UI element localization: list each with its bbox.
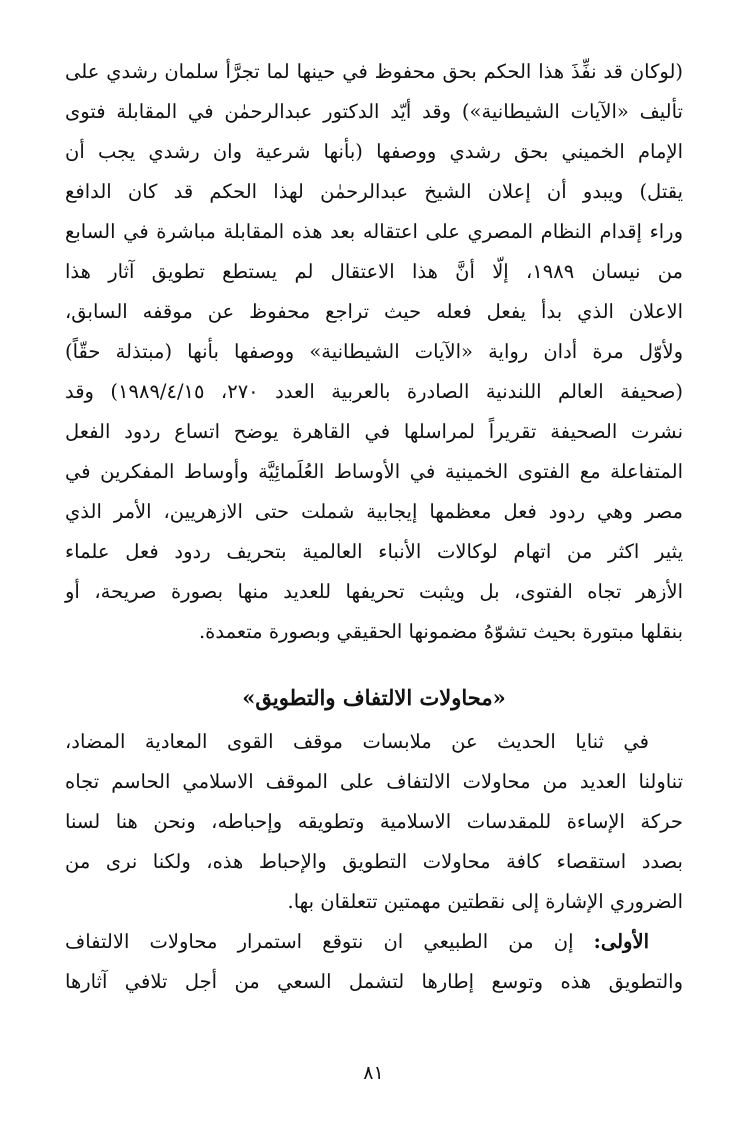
text-line: والتطويق هذه وتوسع إطارها لتشمل السعي من أجل تلافي آثارها [65,970,683,993]
point-label: الأولى: [593,930,649,953]
text-line: تأليف «الآيات الشيطانية») وقد أيّد الدكتور عبدالرحمٰن في المقابلة فتوى [65,100,683,123]
document-page [65,52,683,1002]
point-text: إن من الطبيعي ان نتوقع استمرار محاولات الالتفاف [65,930,594,953]
text-line: (لوكان قد نفِّذَ هذا الحكم بحق محفوظ في حينها لما تجرَّأ سلمان رشدي على [65,60,683,83]
text-line: وراء إقدام النظام المصري على اعتقاله بعد هذه المقابلة مباشرة في السابع [65,220,683,243]
paragraph-2 [65,722,683,922]
text-line: الضروري الإشارة إلى نقطتين مهمتين تتعلقان بها. [287,890,683,913]
section-heading: «محاولات الالتفاف والتطويق» [242,685,506,710]
text-line: (صحيفة العالم اللندنية الصادرة بالعربية العدد ٢٧٠، ١٩٨٩/٤/١٥) وقد [65,380,684,403]
text-line: من نيسان ١٩٨٩، إلّا أنَّ هذا الاعتقال لم يستطع تطويق آثار هذا [65,260,684,283]
paragraph-3 [65,922,683,1002]
text-line: تناولنا العديد من محاولات الالتفاف على الموقف الاسلامي الحاسم تجاه [65,770,683,793]
text-line: ولأوّل مرة أدان رواية «الآيات الشيطانية» ووصفها بأنها (مبتذلة حقّاً) [65,340,683,363]
text-line [65,922,683,962]
text-line: يثير اكثر من اتهام لوكالات الأنباء العالمية بتحريف ردود فعل علماء [65,540,683,563]
text-line: بصدد استقصاء كافة محاولات التطويق والإحباط هذه، ولكنا نرى من [65,850,683,873]
text-line: في ثنايا الحديث عن ملابسات موقف القوى المعادية المضاد، [65,730,649,753]
text-line: بنقلها مبتورة بحيث تشوّهُ مضمونها الحقيقي وبصورة متعمدة. [198,620,683,643]
page-number: ٨١ [363,1062,384,1084]
text-line: مصر وهي ردود فعل معظمها إيجابية شملت حتى الازهريين، الأمر الذي [65,500,683,523]
text-line: الإمام الخميني بحق رشدي ووصفها (بأنها شرعية وان رشدي يجب أن [65,140,683,163]
text-line: الاعلان الذي بدأ يفعل فعله حيث تراجع محفوظ عن موقفه السابق، [65,300,683,323]
text-line: الأزهر تجاه الفتوى، بل ويثبت تحريفها للعديد منها بصورة صريحة، أو [65,580,683,603]
text-line: يقتل) ويبدو أن إعلان الشيخ عبدالرحمٰن لهذا الحكم قد كان الدافع [65,180,683,203]
text-line: المتفاعلة مع الفتوى الخمينية في الأوساط العُلَمائِيَّة وأوساط المفكرين في [65,460,683,483]
text-line: نشرت الصحيفة تقريراً لمراسلها في القاهرة يوضح اتساع ردود الفعل [65,420,683,443]
paragraph-1 [65,52,683,652]
text-line: حركة الإساءة للمقدسات الاسلامية وتطويقه وإحباطه، ونحن هنا لسنا [65,810,683,833]
